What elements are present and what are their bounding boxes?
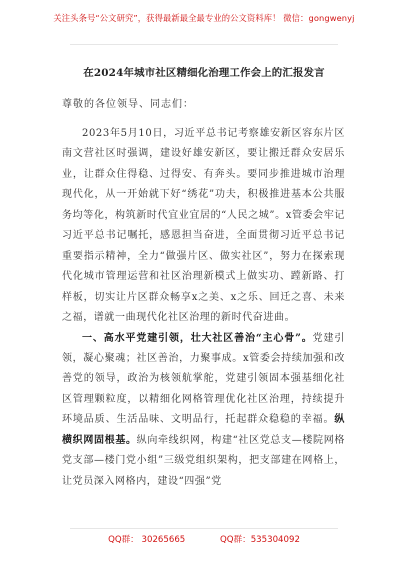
footer-qq-group-2: QQ群：535304092 — [220, 535, 300, 545]
document-body — [62, 124, 345, 492]
header-divider — [70, 44, 338, 45]
section-1-subheading: 纵横织网固根基。 — [62, 414, 345, 446]
header-banner: 关注头条号“公文研究”，获得最新最全最专业的公文资料库！ 微信：gongwenyj — [53, 13, 355, 23]
paragraph-2 — [62, 329, 345, 493]
section-1-text: 党建引领，凝心聚魂；社区善治，力聚事成。x管委会持续加强和改善党的领导，政治为核领航掌舵，党建引领固本强基细化社区管理颗粒度，以精细化网格管理优化社区治理，持续提升环境品质、生活品味、文明品行，托起群众稳稳的幸福。 — [62, 332, 345, 426]
footer-divider — [70, 528, 338, 529]
footer — [0, 533, 408, 545]
document-title: 在2024年城市社区精细化治理工作会上的汇报发言 — [83, 67, 325, 79]
salutation: 尊敬的各位领导、同志们： — [62, 99, 194, 110]
section-1-text-2: 纵向牵线织网，构建“社区党总支—楼院网格党支部—楼门党小组”三级党组织架构，把支部建在网格上，让党员深入网格内，建设“四强”党 — [62, 434, 345, 487]
paragraph-1: 2023年5月10日，习近平总书记考察雄安新区容东片区南文营社区时强调，建设好雄安新区，要让搬迁群众安居乐业，让群众住得稳、过得安、有奔头。要同步推进城市治理现代化，从一开始就下好“绣花”功夫，积极推进基本公共服务均等化，构筑新时代宜业宜居的“人民之城”。x管委会牢记习近平总书记嘱托，感恩担当奋进，全面贯彻习近平总书记重要指示精神，全力“做强片区、做实社区”，努力在探索现代化城市管理运营和社区治理新模式上做实功、蹚新路、打样板，切实让片区群众畅享x之美、x之乐、回迁之喜、未来之福，谱就一曲现代化社区治理的新时代奋进曲。 — [62, 128, 345, 324]
section-1-heading: 一、高水平党建引领，壮大社区善治“主心骨”。 — [82, 332, 313, 344]
footer-qq-group-1: QQ群： 30265665 — [108, 535, 186, 545]
